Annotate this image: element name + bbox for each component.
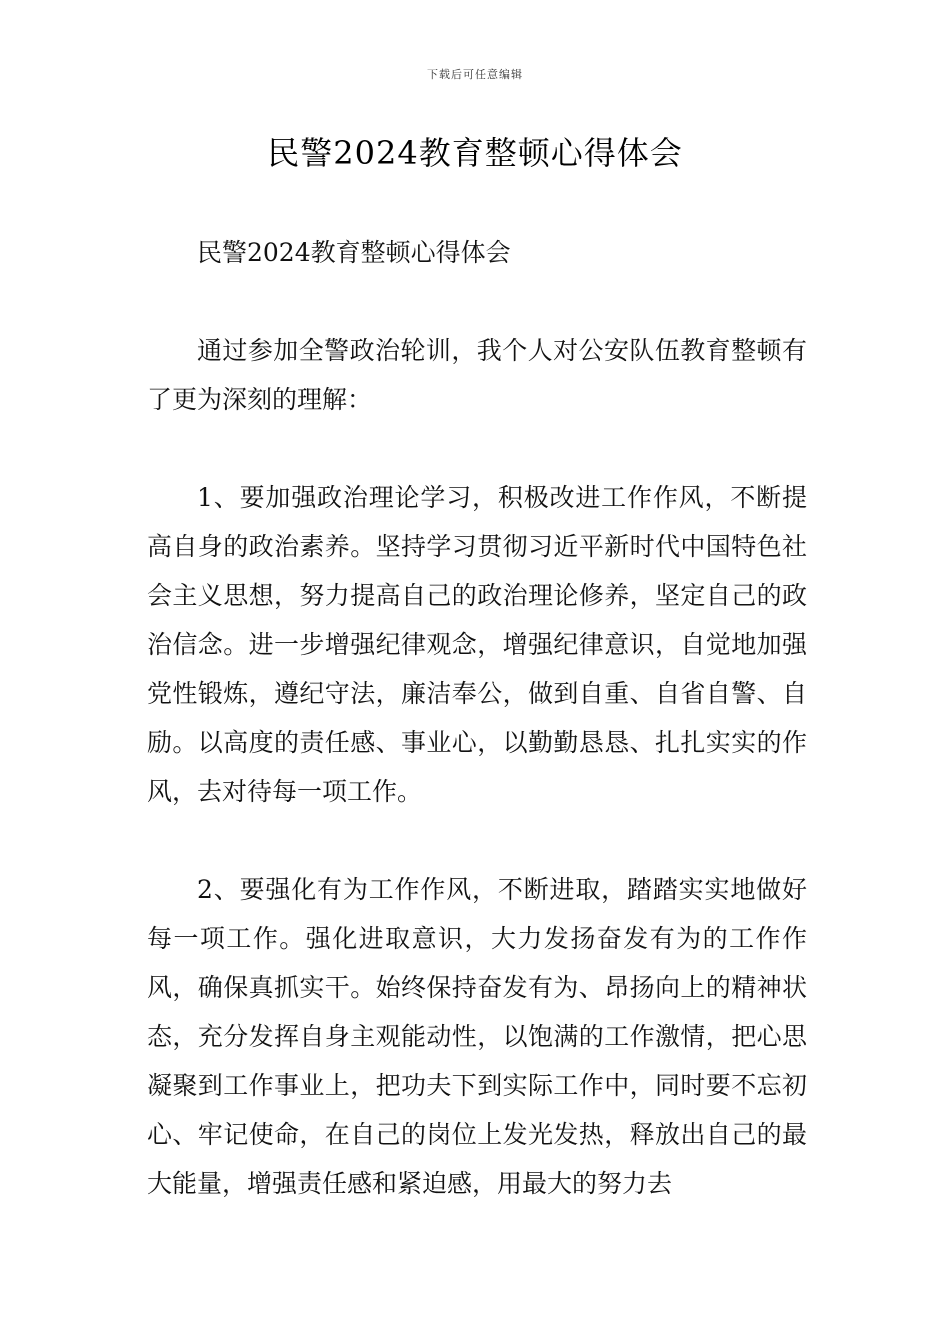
paragraph-intro: 通过参加全警政治轮训，我个人对公安队伍教育整顿有了更为深刻的理解： <box>147 336 807 414</box>
document-body <box>147 228 807 1208</box>
paragraph-subtitle: 民警2024教育整顿心得体会 <box>197 238 511 267</box>
document-title: 民警2024教育整顿心得体会 <box>267 134 683 172</box>
paragraph-point-2: 2、要强化有为工作作风，不断进取，踏踏实实地做好每一项工作。强化进取意识，大力发扬奋发有为的工作作风，确保真抓实干。始终保持奋发有为、昂扬向上的精神状态，充分发挥自身主观能动性，以饱满的工作激情，把心思凝聚到工作事业上，把功夫下到实际工作中，同时要不忘初心、牢记使命，在自己的岗位上发光发热，释放出自己的最大能量，增强责任感和紧迫感，用最大的努力去 <box>147 875 807 1198</box>
paragraph-gap <box>147 277 807 326</box>
paragraph-point-1: 1、要加强政治理论学习，积极改进工作作风，不断提高自身的政治素养。坚持学习贯彻习近平新时代中国特色社会主义思想，努力提高自己的政治理论修养，坚定自己的政治信念。进一步增强纪律观念，增强纪律意识，自觉地加强党性锻炼，遵纪守法，廉洁奉公，做到自重、自省自警、自励。以高度的责任感、事业心，以勤勤恳恳、扎扎实实的作风，去对待每一项工作。 <box>147 483 807 806</box>
header-note: 下载后可任意编辑 <box>427 68 523 81</box>
paragraph-gap <box>147 816 807 865</box>
paragraph-gap <box>147 424 807 473</box>
